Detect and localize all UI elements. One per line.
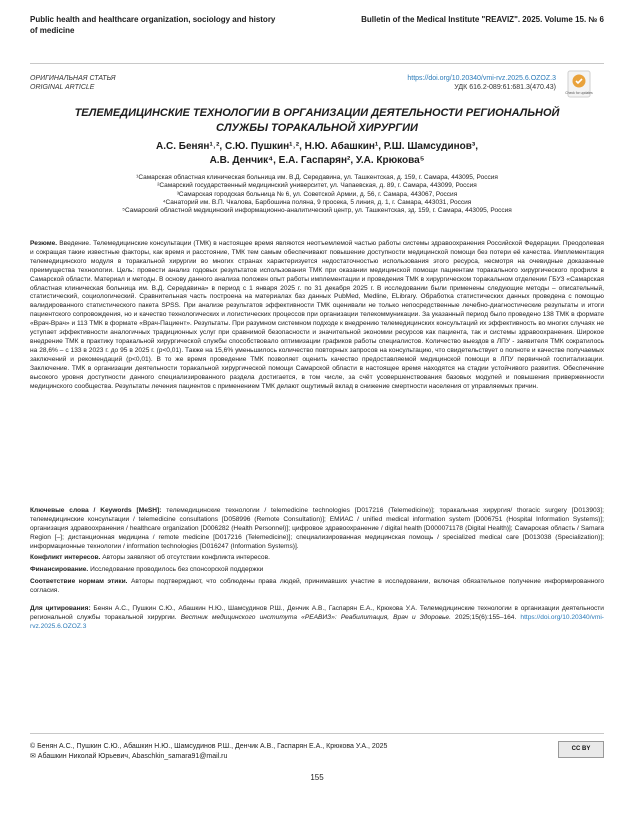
authors-line-1: А.С. Бенян¹˒², С.Ю. Пушкин¹˒², Н.Ю. Абашкин¹, Р.Ш. Шамсудинов³, — [156, 141, 478, 152]
citation — [30, 605, 604, 632]
funding-label: Финансирование. — [30, 566, 89, 573]
footer — [30, 742, 387, 761]
article-identifiers — [407, 74, 556, 92]
running-header — [0, 0, 634, 64]
affiliation-item: ⁴Санаторий им. В.П. Чкалова, Барбошина поляна, 9 просека, 5 линия, д. 1, г. Самара, 443031, Россия — [162, 198, 472, 206]
svg-text:Check for updates: Check for updates — [565, 91, 593, 95]
article-type-en: ORIGINAL ARTICLE — [30, 84, 95, 91]
citation-doi-link[interactable]: https://doi.org/10.20340/vmi-rvz.2025.6.OZOZ.3 — [30, 613, 604, 630]
conflict-of-interest — [30, 554, 604, 563]
corresponding-author[interactable]: ✉ Абашкин Николай Юрьевич, Abaschkin_samara91@mail.ru — [30, 752, 228, 760]
header-divider — [30, 63, 604, 64]
keywords-label: Ключевые слова / Keywords [MeSH]: — [30, 507, 162, 514]
header-section-title: Public health and healthcare organization, sociology and history of medicine — [30, 15, 276, 35]
conflict-label: Конфликт интересов. — [30, 554, 101, 561]
citation-journal: Вестник медицинского института «РЕАВИЗ»: Реабилитация, Врач и Здоровье. — [180, 613, 451, 621]
ethics-text: Авторы подтверждают, что соблюдены права людей, принимавших участие в исследовании, включая обязательное получение информированного согласия. — [30, 578, 605, 594]
citation-details: 2025;15(6):155–164. — [450, 613, 521, 621]
header-journal-title: Bulletin of the Medical Institute "REAVIZ". 2025. Volume 15. № 6 — [361, 15, 604, 24]
copyright-notice: © Бенян А.С., Пушкин С.Ю., Абашкин Н.Ю., Шамсудинов Р.Ш., Денчик А.В., Гаспарян Е.А., Крюкова У.А., 2025 — [30, 743, 388, 750]
authors-line-2: А.В. Денчик⁴, Е.А. Гаспарян², У.А. Крюкова⁵ — [209, 155, 425, 166]
author-list — [60, 140, 574, 168]
keywords-text: телемедицинские технологии / telemedicine technologies [D017216 (Telemedicine)]; торакальная хирургия/ thoracic surgery [D013903]; телемедицинские консультации / telemedicine consultations [D058996 (Remote Consultation)]; ЕМИАС / unified medical information system [D006751 (Hospital Information Systems)]; организация здравоохранения / healthcare organization [D006282 (Health Personnel)]; цифровое здравоохранение / digital health [D000071178 (Digital Health)]; Самарская область / Samara Region [–]; дистанционная медицина / remote medicine [D017216 (Telemedicine)]; специализированная медицинская помощь / specialized medical care [D013038 (Specialization)]; информационные технологии / information technologies [D016247 (Information Systems)]. — [30, 507, 604, 550]
ethics-label: Соответствие нормам этики. — [30, 578, 128, 585]
article-type — [30, 74, 116, 92]
check-for-updates-icon[interactable] — [567, 70, 591, 98]
affiliations — [50, 174, 584, 215]
funding — [30, 566, 604, 575]
conflict-text: Авторы заявляют об отсутствии конфликта интересов. — [100, 554, 270, 561]
license-badge[interactable]: CC BY — [558, 741, 604, 758]
affiliation-item: ⁵Самарский областной медицинский информационно-аналитический центр, ул. Ташкентская, зд. 159, г. Самара, 443095, Россия — [122, 207, 512, 215]
abstract-text: Введение. Телемедицинские консультации (ТМК) в настоящее время являются неотъемлемой частью работы системы здравоохранения Российской Федерации. Преодолевая и сокращая такие известные факторы, как время и расстояние, ТМК тем самым обеспечивают повышение доступности медицинской помощи без потери её качества. Имплементация телемедицинского модуля в торакальной хирургии во многих странах характеризуется недостаточностью использования этого ресурса, несмотря на очевидные доказанные преимущества технологии. Цель: провести анализ годовых результатов использования ТМК при оказании медицинской помощи пациентам торакального хирургического профиля в Самарской области. Материал и методы. В основу данного анализа положен опыт работы имплементации и проведения ТМК в хирургическом торакальном отделении ГБУЗ «Самарская областная клиническая больница им. В.Д. Середавина» в период с 1 января 2025 г. по 31 декабря 2025 г. В исследовании были применены следующие методы – описательный, статистический, социологический. Сравнительная часть построена на материалах баз данных PubMed, Medline, ELibrary. Обработка статистических данных проведена с помощью валидированного статистического пакета SPSS. При анализе результатов эффективности ТМК оценивали не только непосредственные лечебно-диагностические результаты и итоги пациентского сопровождения, но и качество технологических и логистических процессов при организации телекоммуникации. За указанный период было проведено 138 ТМК в формате «Врач-Врач» и 113 ТМК в формате «Врач-Пациент». Результаты. При разумном системном подходе к внедрению телемедицинских консультаций их эффективность во многих случаях не уступает эффективности аналогичных традиционных услуг при сравнимой безопасности и значительной экономии ресурсов как пациента, так и системы здравоохранения. Широкое внедрение ТМК в практику торакальной хирургической службы способствовало оптимизации графиков работы специалистов. Количество выездов в ЛПУ - заявителя ТМК сократилось на 28,6% – с 133 в 2023 г. до 95 в 2025 г. (p<0,01). Также на 15,6% уменьшилось количество повторных запросов на консультацию, что свидетельствует о полноте и качестве получаемых заключений и рекомендаций (p<0,01). В то же время проведение ТМК позволяет оценить качество предоставляемой медицинской помощи в ЛПУ первичной госпитализации. Заключение. ТМК в организации деятельности торакальной хирургической помощи Самарской области в настоящее время находятся на стадии устойчивого развития. Обеспечение высокого уровня доступности данного специализированного раздела достигается, в том числе, за счёт усовершенствования базовых модулей и повышения приверженности медицинского сообщества. Результаты лечения пациентов с применением ТМК делают ощутимый вклад в снижение смертности населения от управляемых причин. — [30, 240, 604, 390]
funding-text: Исследование проводилось без спонсорской поддержки — [88, 566, 264, 573]
footer-divider — [30, 733, 604, 734]
doi-link[interactable]: https://doi.org/10.20340/vmi-rvz.2025.6.OZOZ.3 — [407, 75, 556, 82]
udc-code: УДК 616.2-089:61:681.3(470.43) — [454, 84, 556, 91]
keywords — [30, 507, 604, 552]
abstract-label: Резюме. — [30, 240, 58, 247]
affiliation-item: ¹Самарская областная клиническая больница им. В.Д. Середавина, ул. Ташкентская, д. 159, г. Самара, 443095, Россия — [136, 174, 498, 181]
affiliation-item: ²Самарский государственный медицинский университет, ул. Чапаевская, д. 89, г. Самара, 443099, Россия — [157, 182, 477, 190]
affiliation-item: ³Самарская городская больница № 6, ул. Советской Армии, д. 56, г. Самара, 443067, Россия — [176, 190, 458, 198]
article-title: ТЕЛЕМЕДИЦИНСКИЕ ТЕХНОЛОГИИ В ОРГАНИЗАЦИИ ДЕЯТЕЛЬНОСТИ РЕГИОНАЛЬНОЙ СЛУЖБЫ ТОРАКАЛЬНОЙ ХИРУРГИИ — [74, 107, 560, 134]
page-number: 155 — [310, 773, 324, 782]
citation-text: Бенян А.С., Пушкин С.Ю., Абашкин Н.Ю., Шамсудинов Р.Ш., Денчик А.В., Гаспарян Е.А., Крюкова У.А. Телемедицинские технологии в организации деятельности региональной службы торакальной хирургии. — [30, 605, 604, 621]
abstract — [30, 240, 604, 394]
ethics-statement — [30, 578, 604, 596]
article-type-ru: ОРИГИНАЛЬНАЯ СТАТЬЯ — [30, 75, 116, 82]
citation-label: Для цитирования: — [30, 605, 91, 612]
